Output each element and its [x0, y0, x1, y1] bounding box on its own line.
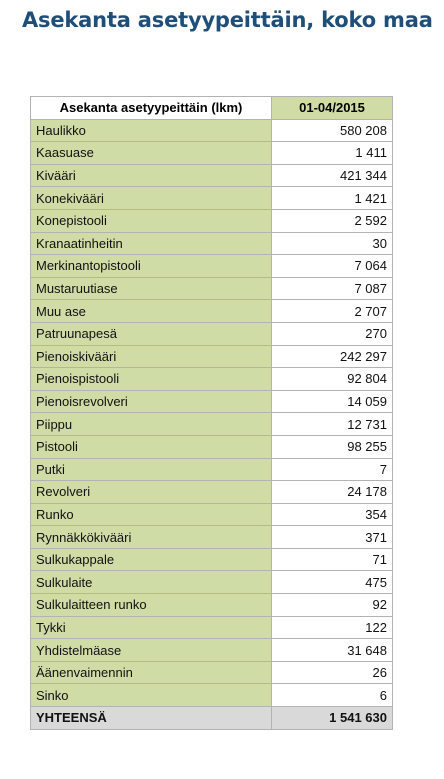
table-row [31, 435, 393, 458]
table-row [31, 390, 393, 413]
weapon-type-cell: Pienoispistooli [31, 368, 272, 391]
weapon-type-cell: Kranaatinheitin [31, 232, 272, 255]
table-row [31, 571, 393, 594]
table-row [31, 209, 393, 232]
column-header-weapon-type: Asekanta asetyypeittäin (lkm) [31, 97, 272, 120]
table-row [31, 232, 393, 255]
weapon-type-cell: Kaasuase [31, 142, 272, 165]
weapon-type-cell: Revolveri [31, 481, 272, 504]
weapon-type-cell: Pienoiskivääri [31, 345, 272, 368]
weapon-type-cell: Sinko [31, 684, 272, 707]
count-cell: 14 059 [272, 390, 393, 413]
table-row [31, 413, 393, 436]
count-cell: 31 648 [272, 639, 393, 662]
table-row [31, 142, 393, 165]
weapon-type-cell: Rynnäkkökivääri [31, 526, 272, 549]
weapon-type-cell: Putki [31, 458, 272, 481]
count-cell: 371 [272, 526, 393, 549]
count-cell: 2 707 [272, 300, 393, 323]
table-row [31, 187, 393, 210]
column-header-period: 01-04/2015 [272, 97, 393, 120]
count-cell: 2 592 [272, 209, 393, 232]
count-cell: 6 [272, 684, 393, 707]
weapon-type-cell: Kivääri [31, 164, 272, 187]
count-cell: 1 421 [272, 187, 393, 210]
table-row [31, 548, 393, 571]
count-cell: 98 255 [272, 435, 393, 458]
total-label-cell: YHTEENSÄ [31, 707, 272, 730]
total-value-cell: 1 541 630 [272, 707, 393, 730]
count-cell: 122 [272, 616, 393, 639]
table-row [31, 164, 393, 187]
count-cell: 30 [272, 232, 393, 255]
count-cell: 7 [272, 458, 393, 481]
weapon-type-cell: Tykki [31, 616, 272, 639]
weapon-type-cell: Pistooli [31, 435, 272, 458]
table-row [31, 277, 393, 300]
count-cell: 354 [272, 503, 393, 526]
count-cell: 475 [272, 571, 393, 594]
weapon-type-cell: Pienoisrevolveri [31, 390, 272, 413]
weapon-type-cell: Sulkulaitteen runko [31, 594, 272, 617]
count-cell: 7 064 [272, 255, 393, 278]
table-row [31, 616, 393, 639]
count-cell: 242 297 [272, 345, 393, 368]
count-cell: 421 344 [272, 164, 393, 187]
table-row [31, 503, 393, 526]
table-row [31, 119, 393, 142]
weapon-type-cell: Patruunapesä [31, 322, 272, 345]
table-row [31, 594, 393, 617]
table-row [31, 481, 393, 504]
count-cell: 92 804 [272, 368, 393, 391]
weapon-type-cell: Merkinantopistooli [31, 255, 272, 278]
page-title: Asekanta asetyypeittäin, koko maa [22, 8, 433, 32]
weapon-type-cell: Äänenvaimennin [31, 661, 272, 684]
count-cell: 26 [272, 661, 393, 684]
weapon-type-cell: Yhdistelmäase [31, 639, 272, 662]
weapon-type-cell: Sulkukappale [31, 548, 272, 571]
table-row [31, 300, 393, 323]
count-cell: 1 411 [272, 142, 393, 165]
weapon-stock-table [30, 96, 393, 730]
table-row [31, 526, 393, 549]
table-row [31, 255, 393, 278]
weapon-type-cell: Konepistooli [31, 209, 272, 232]
table-body [31, 119, 393, 729]
total-row [31, 707, 393, 730]
count-cell: 580 208 [272, 119, 393, 142]
count-cell: 7 087 [272, 277, 393, 300]
weapon-type-cell: Muu ase [31, 300, 272, 323]
table-row [31, 684, 393, 707]
count-cell: 24 178 [272, 481, 393, 504]
weapon-type-cell: Mustaruutiase [31, 277, 272, 300]
count-cell: 71 [272, 548, 393, 571]
weapon-type-cell: Sulkulaite [31, 571, 272, 594]
weapon-type-cell: Haulikko [31, 119, 272, 142]
table-row [31, 458, 393, 481]
table-row [31, 368, 393, 391]
count-cell: 92 [272, 594, 393, 617]
count-cell: 12 731 [272, 413, 393, 436]
weapon-type-cell: Konekivääri [31, 187, 272, 210]
table-row [31, 322, 393, 345]
count-cell: 270 [272, 322, 393, 345]
weapon-type-cell: Piippu [31, 413, 272, 436]
weapon-type-cell: Runko [31, 503, 272, 526]
table-row [31, 345, 393, 368]
table-row [31, 661, 393, 684]
table-header-row [31, 97, 393, 120]
table-row [31, 639, 393, 662]
